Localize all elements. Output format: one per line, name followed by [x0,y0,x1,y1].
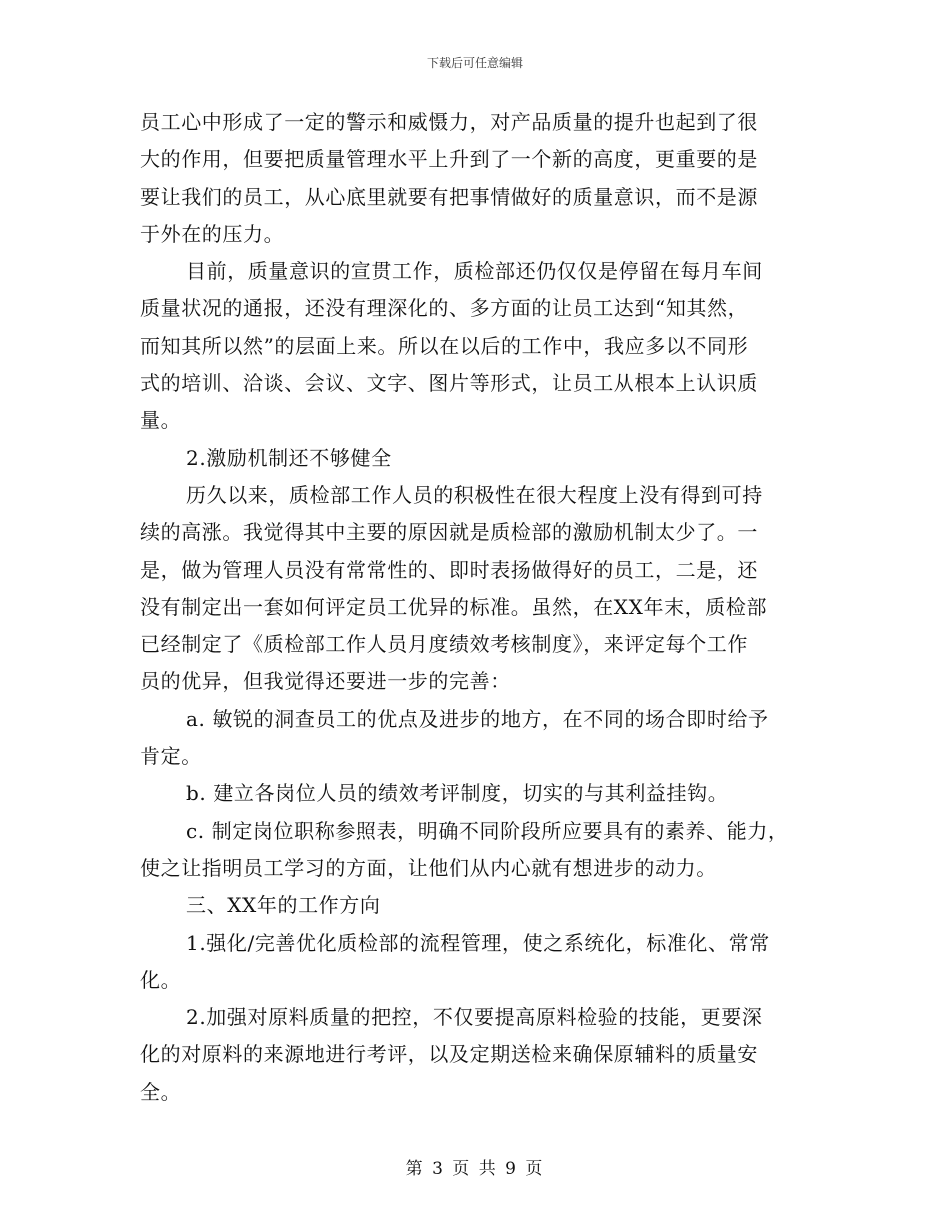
page-number-footer: 第 3 页 共 9 页 [405,1159,545,1179]
paragraph-first-line: 历久以来，质检部工作人员的积极性在很大程度上没有得到可持 [186,482,763,507]
text-line: 式的培训、洽谈、会议、文字、图片等形式，让员工从根本上认识质 [140,371,758,396]
list-item-b: b. 建立各岗位人员的绩效考评制度，切实的与其利益挂钩。 [186,781,729,806]
list-item-a: a. 敏锐的洞查员工的优点及进步的地方，在不同的场合即时给予 [186,706,769,731]
text-line: 要让我们的员工，从心底里就要有把事情做好的质量意识，而不是源 [140,184,758,209]
section-heading: 2.激励机制还不够健全 [186,445,392,470]
text-line: 使之让指明员工学习的方面，让他们从内心就有想进步的动力。 [140,855,717,880]
text-line: 肯定。 [140,744,202,769]
text-line: 量。 [140,408,182,433]
text-line: 续的高涨。我觉得其中主要的原因就是质检部的激励机制太少了。一 [140,520,758,545]
text-line: 而知其所以然”的层面上来。所以在以后的工作中，我应多以不同形 [140,333,749,358]
list-item-1: 1.强化/完善优化质检部的流程管理，使之系统化，标准化、常常 [186,930,770,955]
list-item-2: 2.加强对原料质量的把控，不仅要提高原料检验的技能，更要深 [186,1005,763,1030]
text-line: 员的优异，但我觉得还要进一步的完善： [140,669,511,694]
paragraph-first-line: 目前，质量意识的宣贯工作，质检部还仍仅仅是停留在每月车间 [186,259,763,284]
text-line: 化。 [140,967,182,992]
text-line: 质量状况的通报，还没有理深化的、多方面的让员工达到“知其然， [140,296,749,321]
text-line: 于外在的压力。 [140,221,285,246]
text-line: 是，做为管理人员没有常常性的、即时表扬做得好的员工，二是，还 [140,557,758,582]
text-line: 大的作用，但要把质量管理水平上升到了一个新的高度，更重要的是 [140,147,758,172]
list-item-c: c. 制定岗位职称参照表，明确不同阶段所应要具有的素养、能力， [186,818,789,843]
text-line: 化的对原料的来源地进行考评，以及定期送检来确保原辅料的质量安 [140,1042,758,1067]
page-header: 下载后可任意编辑 [426,56,523,70]
text-line: 全。 [140,1079,182,1104]
text-line: 没有制定出一套如何评定员工优异的标准。虽然，在XX年末，质检部 [140,594,768,619]
text-line: 员工心中形成了一定的警示和威慑力，对产品质量的提升也起到了很 [140,110,758,134]
section-heading: 三、XX年的工作方向 [186,893,381,918]
document-body [140,104,820,1111]
text-line: 已经制定了《质检部工作人员月度绩效考核制度》，来评定每个工作 [140,632,748,657]
